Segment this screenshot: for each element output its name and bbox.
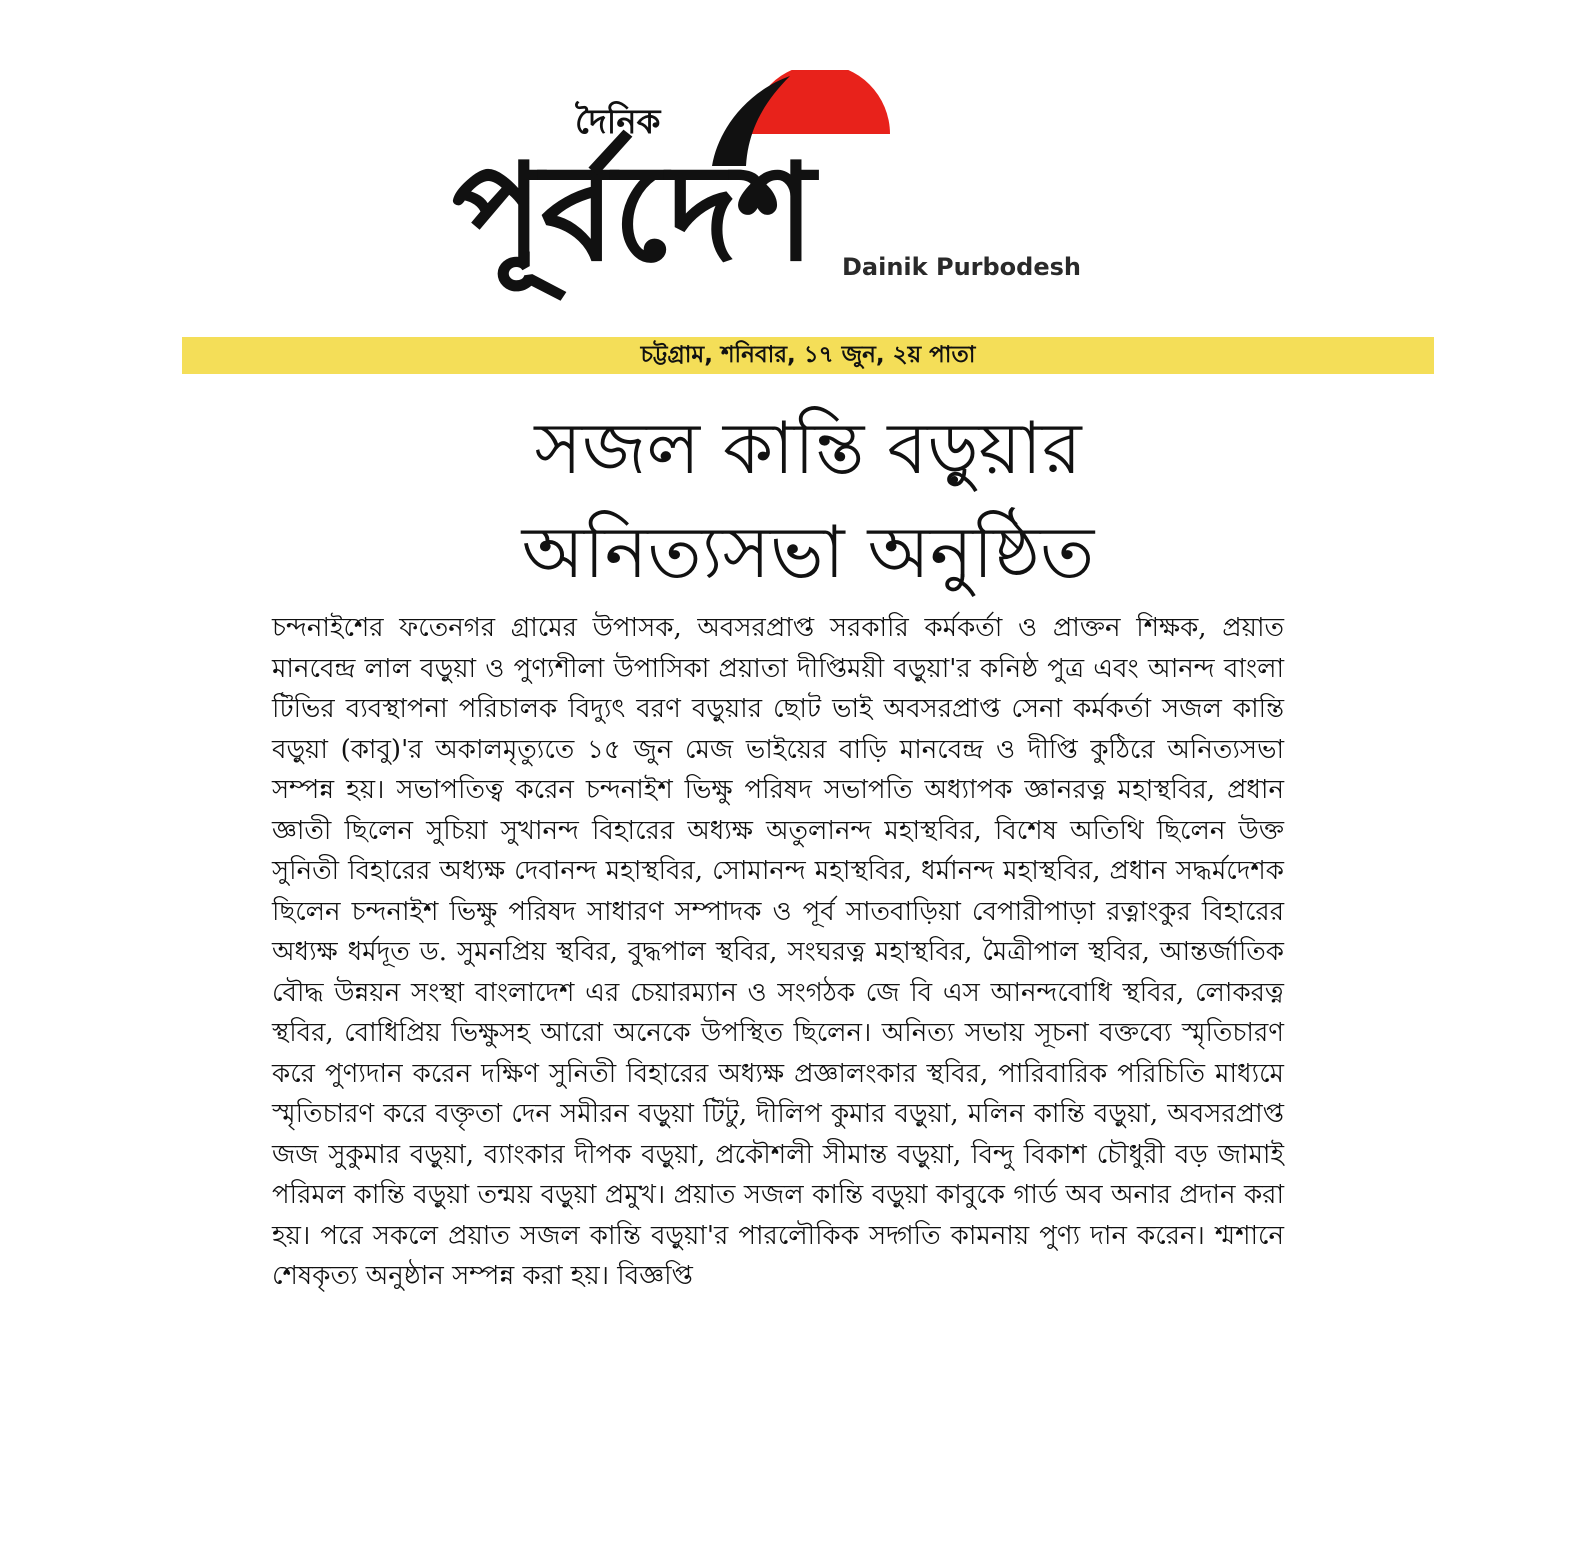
- masthead-small-name: দৈনিক: [575, 102, 661, 142]
- red-sun-icon: [750, 70, 890, 134]
- article-body: চন্দনাইশের ফতেনগর গ্রামের উপাসক, অবসরপ্রাপ্ত সরকারি কর্মকর্তা ও প্রাক্তন শিক্ষক, প্রয়াত মানবেন্দ্র লাল বড়ুয়া ও পুণ্যশীলা উপাসিকা প্রয়াতা দীপ্তিময়ী বড়ুয়া'র কনিষ্ঠ পুত্র এবং আনন্দ বাংলা টিভির ব্যবস্থাপনা পরিচালক বিদ্যুৎ বরণ বড়ুয়ার ছোট ভাই অবসরপ্রাপ্ত সেনা কর্মকর্তা সজল কান্তি বড়ুয়া (কাবু)'র অকালমৃত্যুতে ১৫ জুন মেজ ভাইয়ের বাড়ি মানবেন্দ্র ও দীপ্তি কুঠিরে অনিত্যসভা সম্পন্ন হয়। সভাপতিত্ব করেন চন্দনাইশ ভিক্ষু পরিষদ সভাপতি অধ্যাপক জ্ঞানরত্ন মহাস্থবির, প্রধান জ্ঞাতী ছিলেন সুচিয়া সুখানন্দ বিহারের অধ্যক্ষ অতুলানন্দ মহাস্থবির, বিশেষ অতিথি ছিলেন উক্ত সুনিতী বিহারের অধ্যক্ষ দেবানন্দ মহাস্থবির, সোমানন্দ মহাস্থবির, ধর্মানন্দ মহাস্থবির, প্রধান সদ্ধর্মদেশক ছিলেন চন্দনাইশ ভিক্ষু পরিষদ সাধারণ সম্পাদক ও পূর্ব সাতবাড়িয়া বেপারীপাড়া রত্নাংকুর বিহারের অধ্যক্ষ ধর্মদূত ড. সুমনপ্রিয় স্থবির, বুদ্ধপাল স্থবির, সংঘরত্ন মহাস্থবির, মৈত্রীপাল স্থবির, আন্তর্জাতিক বৌদ্ধ উন্নয়ন সংস্থা বাংলাদেশ এর চেয়ারম্যান ও সংগঠক জে বি এস আনন্দবোধি স্থবির, লোকরত্ন স্থবির, বোধিপ্রিয় ভিক্ষুসহ আরো অনেকে উপস্থিত ছিলেন। অনিত্য সভায় সূচনা বক্তব্যে স্মৃতিচারণ করে পুণ্যদান করেন দক্ষিণ সুনিতী বিহারের অধ্যক্ষ প্রজ্ঞালংকার স্থবির, পারিবারিক পরিচিতি মাধ্যমে স্মৃতিচারণ করে বক্তৃতা দেন সমীরন বড়ুয়া টিটু, দীলিপ কুমার বড়ুয়া, মলিন কান্তি বড়ুয়া, অবসরপ্রাপ্ত জজ সুকুমার বড়ুয়া, ব্যাংকার দীপক বড়ুয়া, প্রকৌশলী সীমান্ত বড়ুয়া, বিন্দু বিকাশ চৌধুরী বড় জামাই পরিমল কান্তি বড়ুয়া তন্ময় বড়ুয়া প্রমুখ। প্রয়াত সজল কান্তি বড়ুয়া কাবুকে গার্ড অব অনার প্রদান করা হয়। পরে সকলে প্রয়াত সজল কান্তি বড়ুয়া'র পারলৌকিক সদ্গতি কামনায় পুণ্য দান করেন। শ্মশানে শেষকৃত্য অনুষ্ঠান সম্পন্ন করা হয়। বিজ্ঞপ্তি: [272, 613, 1284, 1291]
- masthead-english-name: Dainik Purbodesh: [842, 253, 1081, 281]
- masthead-title: পূর্বদেশ: [452, 135, 814, 291]
- masthead: [0, 70, 1578, 310]
- headline-line-1: সজল কান্তি বড়ুয়ার: [534, 406, 1082, 490]
- headline-line-2: অনিত্যসভা অনুষ্ঠিত: [521, 510, 1095, 594]
- headline: [182, 396, 1434, 604]
- dateline-bar: চট্টগ্রাম, শনিবার, ১৭ জুন, ২য় পাতা: [182, 337, 1434, 374]
